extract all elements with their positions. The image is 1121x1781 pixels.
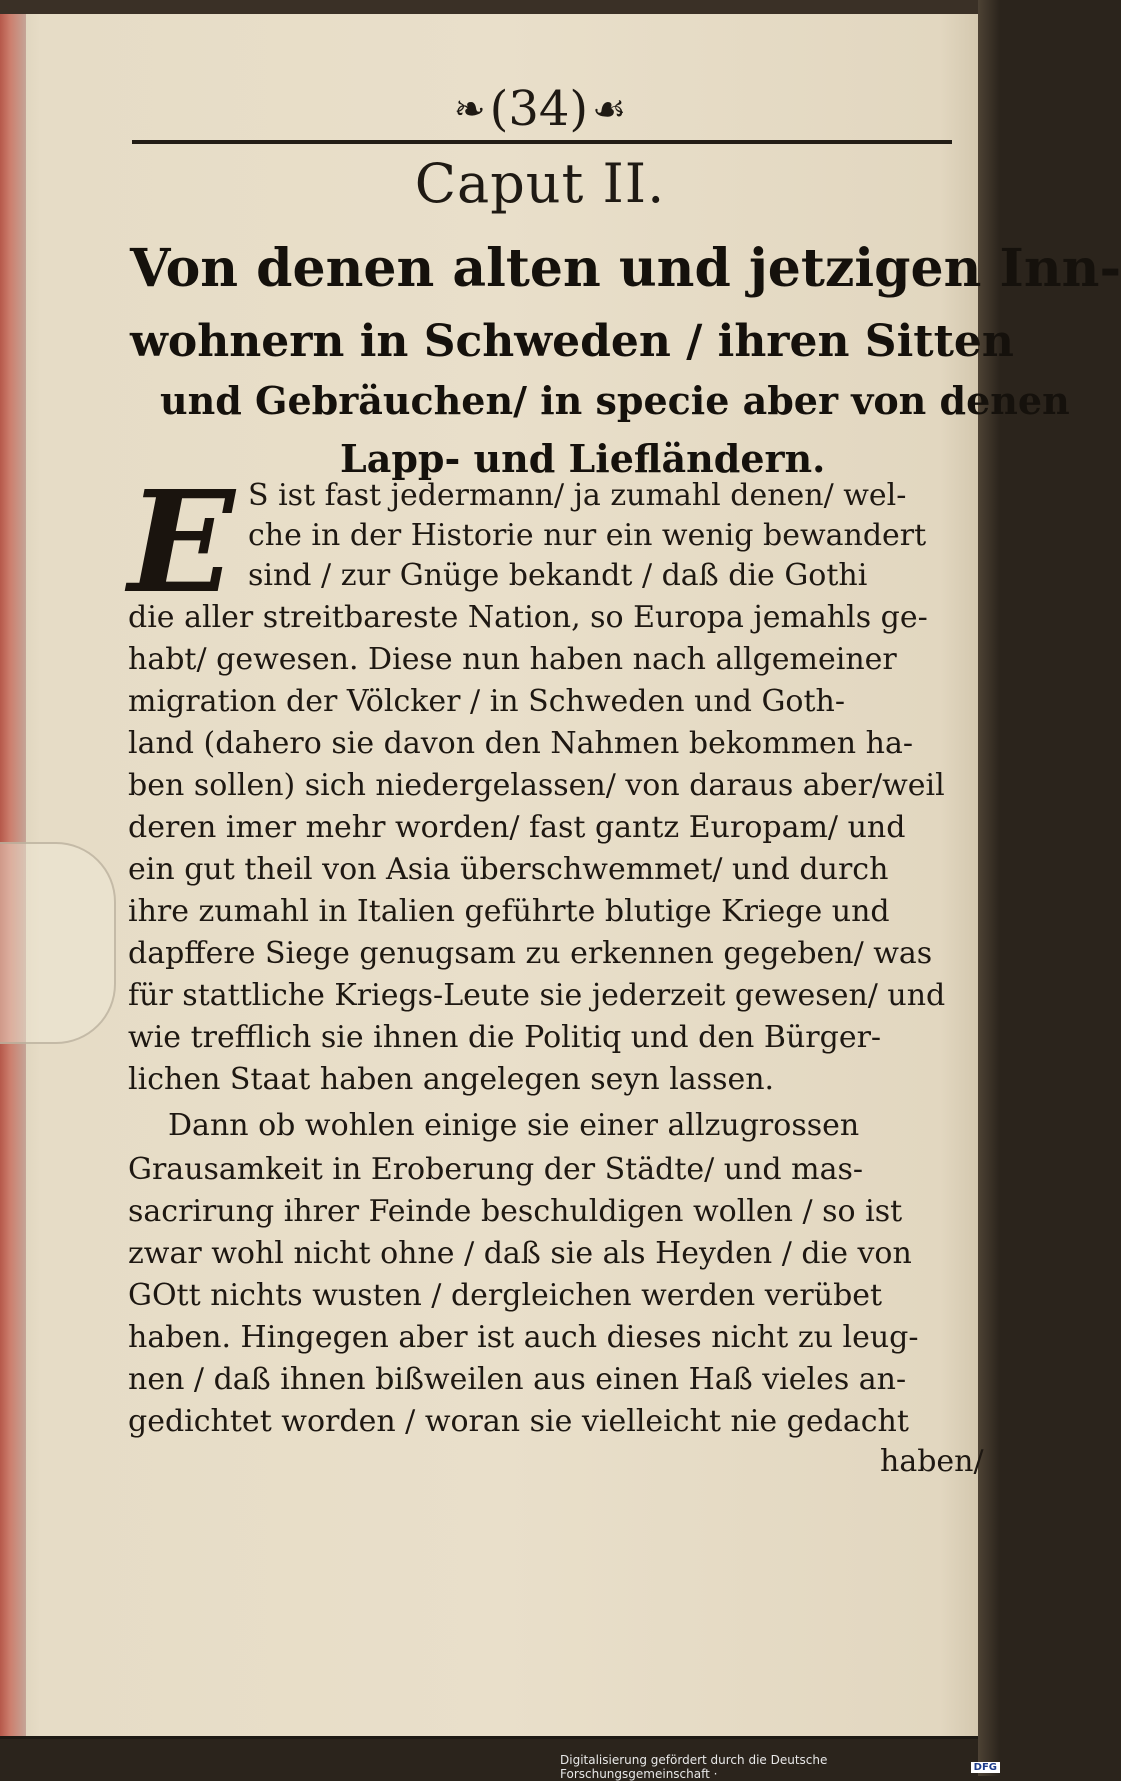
body-line: deren imer mehr worden/ fast gantz Europam/ und [128,810,906,845]
decorated-initial: E [128,461,235,625]
title-line: und Gebräuchen/ in specie aber von denen [160,378,1070,423]
page-clip [0,842,116,1044]
body-line: nen / daß ihnen bißweilen aus einen Haß vieles an- [128,1362,907,1397]
body-line: zwar wohl nicht ohne / daß sie als Heyden / die von [128,1236,912,1271]
body-line: sind / zur Gnüge bekandt / daß die Gothi [248,558,868,593]
body-line: für stattliche Kriegs-Leute sie jederzeit gewesen/ und [128,978,946,1013]
body-line: Grausamkeit in Eroberung der Städte/ und mas- [128,1152,864,1187]
body-line: ben sollen) sich niedergelassen/ von daraus aber/weil [128,768,945,803]
body-line: habt/ gewesen. Diese nun haben nach allgemeiner [128,642,897,677]
title-line: Von denen alten und jetzigen Inn- [130,238,1121,299]
body-line: wie trefflich sie ihnen die Politiq und den Bürger- [128,1020,882,1055]
ornament-left-icon: ❧ [453,87,486,131]
body-line: ein gut theil von Asia überschwemmet/ und durch [128,852,889,887]
footer-credit [560,1753,1000,1781]
catchword: haben/ [880,1444,984,1479]
body-line: die aller streitbareste Nation, so Europa jemahls ge- [128,600,928,635]
chapter-heading: Caput II. [414,152,666,215]
body-line: ihre zumahl in Italien geführte blutige Kriege und [128,894,890,929]
title-line: Lapp- und Liefländern. [340,436,826,481]
page-header [130,78,950,140]
body-line: sacrirung ihrer Feinde beschuldigen wollen / so ist [128,1194,903,1229]
title-line: wohnern in Schweden / ihren Sitten [130,316,1014,367]
body-line: land (dahero sie davon den Nahmen bekommen ha- [128,726,913,761]
body-line: che in der Historie nur ein wenig bewandert [248,518,927,553]
body-line: dapffere Siege genugsam zu erkennen gegeben/ was [128,936,933,971]
footer-text: Digitalisierung gefördert durch die Deutsche Forschungsgemeinschaft · [560,1753,828,1781]
body-line: haben. Hingegen aber ist auch dieses nicht zu leug- [128,1320,919,1355]
body-line: gedichtet worden / woran sie vielleicht nie gedacht [128,1404,909,1439]
body-line: lichen Staat haben angelegen seyn lassen. [128,1062,775,1097]
body-line: GOtt nichts wusten / dergleichen werden verübet [128,1278,883,1313]
page-number: (34) [489,81,589,137]
body-line: S ist fast jedermann/ ja zumahl denen/ wel- [248,478,907,513]
body-line: migration der Völcker / in Schweden und Goth- [128,684,845,719]
dfg-logo: DFG [971,1762,1000,1773]
header-rule [132,140,952,144]
body-line: Dann ob wohlen einige sie einer allzugrossen [168,1108,860,1143]
ornament-right-icon: ☙ [592,87,627,131]
